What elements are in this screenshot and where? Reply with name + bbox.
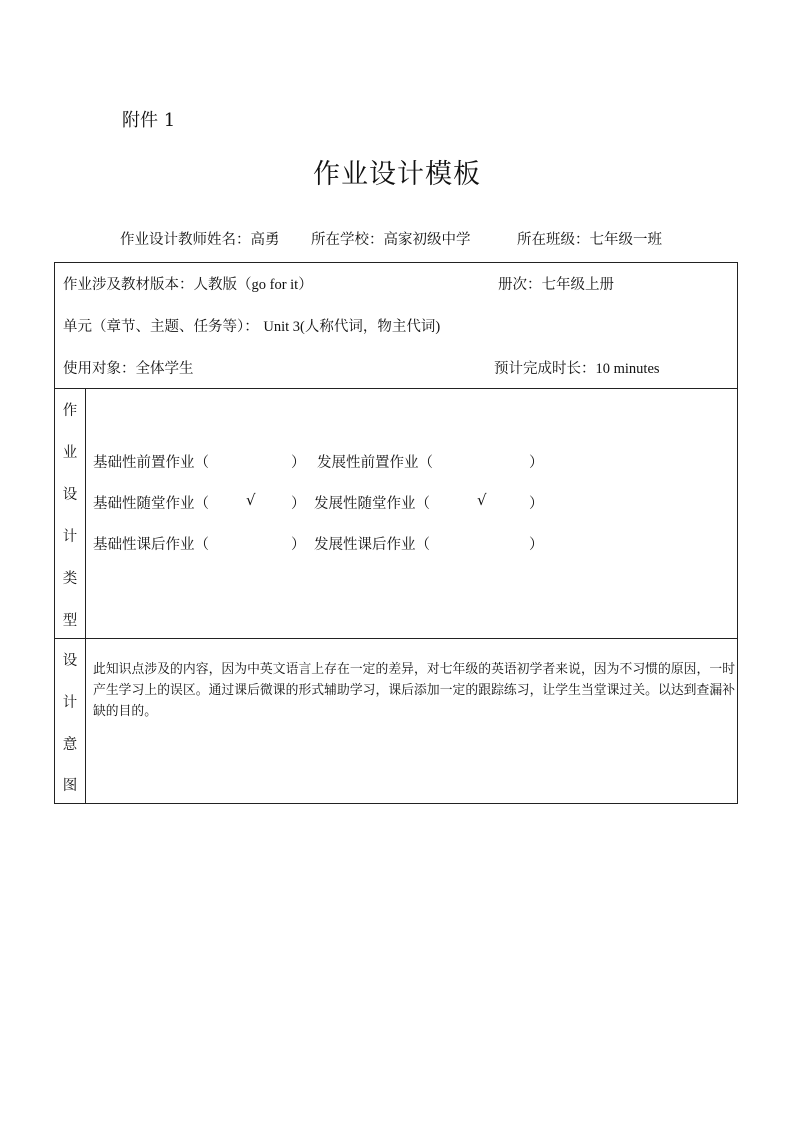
dev-in-class-check: √: [477, 491, 487, 509]
basic-after-class-option[interactable]: 基础性课后作业（: [93, 537, 209, 553]
teacher-info-line: [120, 228, 662, 249]
page-title: 作业设计模板: [313, 159, 481, 190]
intent-label-char: 设: [62, 653, 78, 669]
type-label-char: 业: [62, 445, 78, 461]
close-paren: ）: [529, 537, 544, 553]
column-divider: [85, 388, 86, 804]
intent-label-char: 意: [62, 737, 78, 753]
close-paren: ）: [529, 455, 544, 471]
class-name: 所在班级：七年级一班: [517, 232, 662, 248]
homework-form-table: [54, 262, 738, 804]
type-label-char: 作: [62, 403, 78, 419]
unit-info: 单元（章节、主题、任务等）： Unit 3(人称代词，物主代词): [63, 319, 441, 335]
basic-in-class-option[interactable]: 基础性随堂作业（: [93, 496, 209, 512]
intent-label-char: 计: [62, 695, 78, 711]
school-name: 所在学校：高家初级中学: [311, 232, 471, 248]
target-audience: 使用对象：全体学生: [63, 361, 194, 377]
dev-in-class-option[interactable]: 发展性随堂作业（: [314, 496, 430, 512]
unit-value: Unit 3(人称代词，物主代词): [263, 319, 441, 335]
close-paren: ）: [529, 496, 544, 512]
row-divider: [55, 388, 737, 389]
basic-pre-class-option[interactable]: 基础性前置作业（: [93, 455, 209, 471]
type-label-char: 计: [62, 529, 78, 545]
row-divider: [55, 638, 737, 639]
dev-after-class-option[interactable]: 发展性课后作业（: [314, 537, 430, 553]
close-paren: ）: [291, 496, 306, 512]
textbook-version: 作业涉及教材版本：人教版（go for it）: [63, 277, 313, 293]
estimated-duration: 预计完成时长：10 minutes: [494, 361, 660, 377]
teacher-name: 作业设计教师姓名：高勇: [120, 232, 280, 248]
close-paren: ）: [291, 537, 306, 553]
basic-in-class-check: √: [246, 491, 256, 509]
close-paren: ）: [291, 455, 306, 471]
type-label-char: 类: [62, 571, 78, 587]
volume: 册次：七年级上册: [498, 277, 614, 293]
type-label-char: 设: [62, 487, 78, 503]
intent-label-char: 图: [62, 778, 78, 794]
type-label-char: 型: [62, 613, 78, 629]
attachment-label: 附件 1: [122, 110, 176, 131]
design-intent-text: 此知识点涉及的内容，因为中英文语言上存在一定的差异，对七年级的英语初学者来说，因为不习惯的原因，一时产生学习上的误区。通过课后微课的形式辅助学习，课后添加一定的跟踪练习，让学生当堂课过关。以达到查漏补缺的目的。: [93, 662, 735, 719]
dev-pre-class-option[interactable]: 发展性前置作业（: [317, 455, 433, 471]
